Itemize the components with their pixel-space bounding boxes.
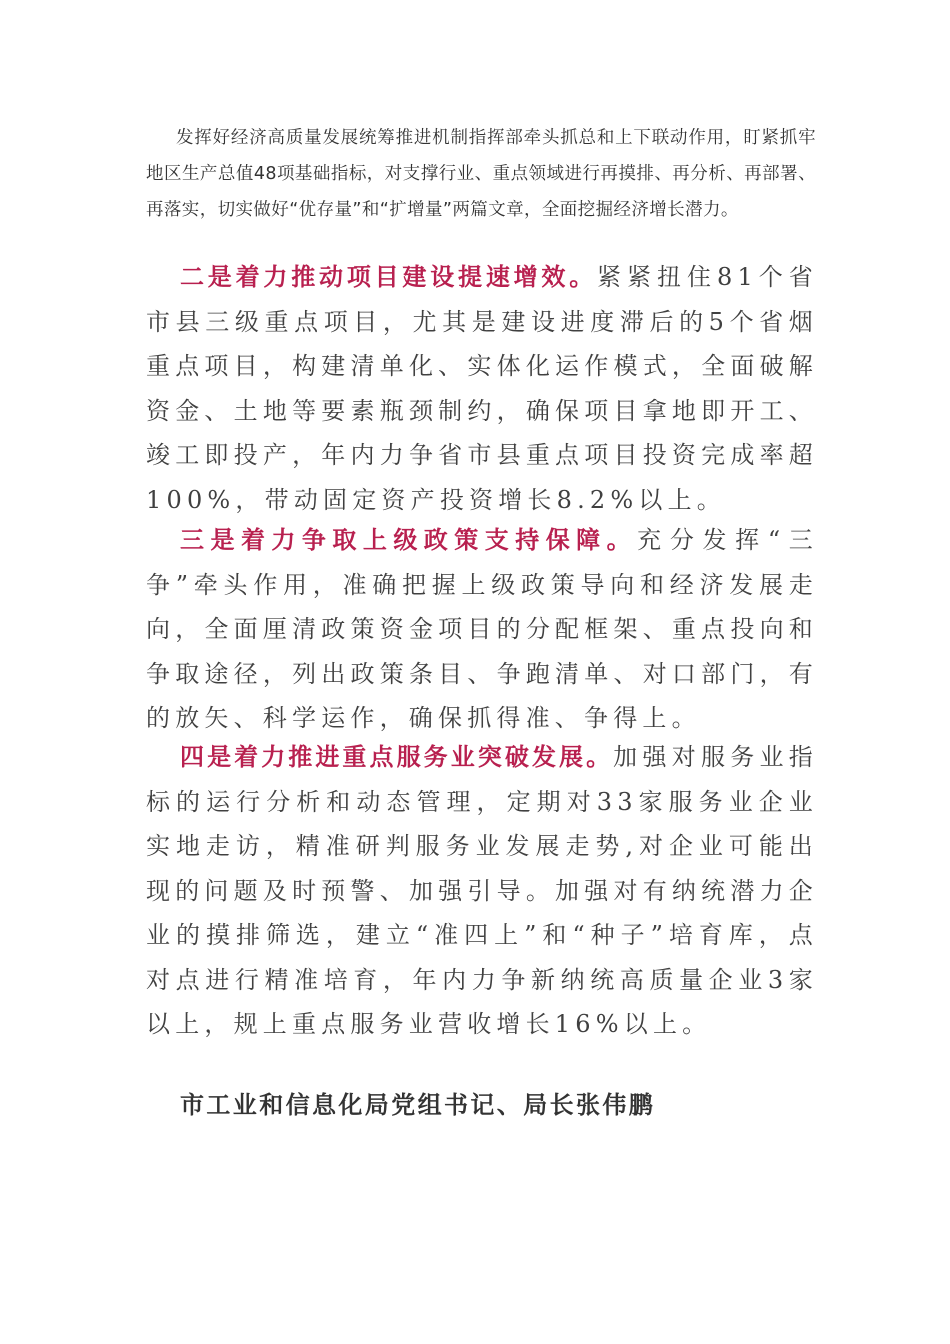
intro-paragraph: 发挥好经济高质量发展统筹推进机制指挥部牵头抓总和上下联动作用，盯紧抓牢地区生产总值48项基础指标，对支撑行业、重点领域进行再摸排、再分析、再部署、再落实，切实做好“优存量”和“扩增量”两篇文章，全面挖掘经济增长潜力。 — [146, 128, 816, 220]
paragraph-service-industry — [146, 735, 818, 1047]
paragraph-heading: 二是着力推动项目建设提速增效。 — [180, 262, 598, 291]
paragraph-project-construction — [146, 255, 818, 522]
paragraph-text: 紧紧扭住81个省市县三级重点项目，尤其是建设进度滞后的5个省烟重点项目，构建清单化、实体化运作模式，全面破解资金、土地等要素瓶颈制约，确保项目拿地即开工、竣工即投产，年内力争省市县重点项目投资完成率超100%，带动固定资产投资增长8.2%以上。 — [146, 263, 819, 514]
speaker-signature: 市工业和信息化局党组书记、局长张伟鹏 — [180, 1090, 656, 1119]
paragraph-text: 充分发挥“三争”牵头作用，准确把握上级政策导向和经济发展走向，全面厘清政策资金项目的分配框架、重点投向和争取途径，列出政策条目、争跑清单、对口部门，有的放矢、科学运作，确保抓得准、争得上。 — [146, 526, 818, 732]
paragraph-heading: 四是着力推进重点服务业突破发展。 — [180, 742, 614, 771]
paragraph-heading: 三是着力争取上级政策支持保障。 — [180, 525, 638, 554]
paragraph-text: 加强对服务业指标的运行分析和动态管理，定期对33家服务业企业实地走访，精准研判服务业发展走势,对企业可能出现的问题及时预警、加强引导。加强对有纳统潜力企业的摸排筛选，建立“准四上”和“种子”培育库，点对点进行精准培育，年内力争新纳统高质量企业3家以上，规上重点服务业营收增长16%以上。 — [146, 743, 819, 1038]
paragraph-policy-support — [146, 518, 818, 741]
